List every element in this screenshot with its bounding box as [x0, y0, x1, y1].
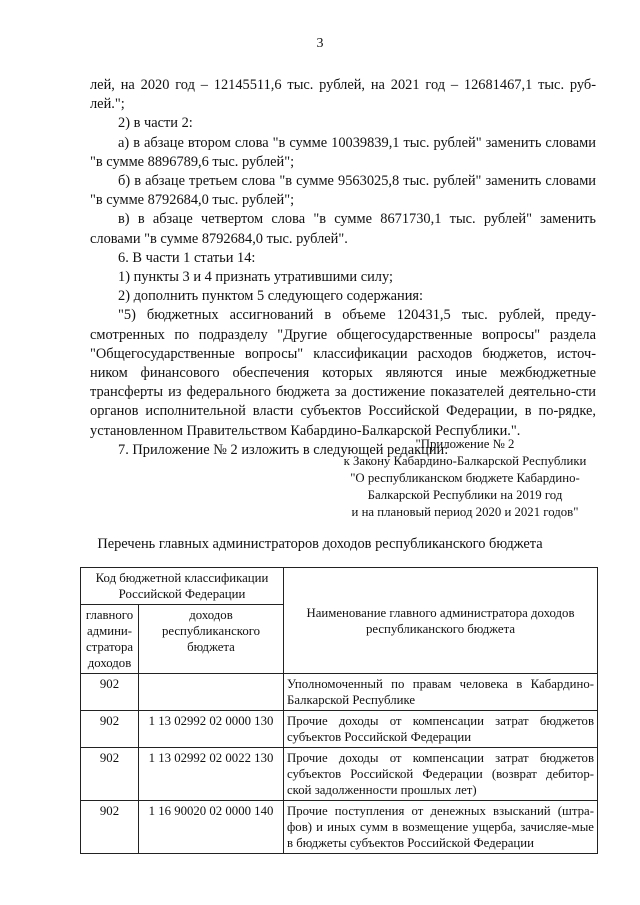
- appendix-line: Балкарской Республики на 2019 год: [367, 488, 563, 502]
- cell-income-code: 1 13 02992 02 0022 130: [139, 748, 284, 801]
- header-budget-income: доходов республиканского бюджета: [139, 605, 284, 674]
- cell-admin-code: 902: [81, 674, 139, 711]
- cell-income-code: [139, 674, 284, 711]
- page-number: 3: [316, 36, 324, 51]
- appendix-line: и на плановый период 2020 и 2021 годов": [351, 505, 579, 519]
- cell-income-code: 1 13 02992 02 0000 130: [139, 711, 284, 748]
- paragraph: лей, на 2020 год – 12145511,6 тыс. рублей, на 2021 год – 12681467,1 тыс. руб-лей.";: [90, 77, 596, 113]
- document-body: [90, 76, 596, 460]
- paragraph: 2) в части 2:: [118, 115, 193, 132]
- cell-admin-code: 902: [81, 711, 139, 748]
- paragraph: "5) бюджетных ассигнований в объеме 120431,5 тыс. рублей, преду-смотренных по подразделу "Другие общегосударственные вопросы" раздела "Общегосударственные вопросы" классификации расходов бюджетов, источ-ником финансового обеспечения которых являются иные межбюджетные трансферты из федерального бюджета за достижение показателей деятельно-сти органов исполнительной власти субъектов Российской Федерации, в по-рядке, установленном Правительством Кабардино-Балкарской Республики.".: [90, 307, 596, 439]
- cell-name: Прочие поступления от денежных взысканий (штра-фов) и иных сумм в возмещение ущерба, зачисляе-мые в бюджеты субъектов Российской Федерации: [284, 801, 598, 854]
- header-admin-name: Наименование главного администратора доходов республиканского бюджета: [284, 568, 598, 674]
- cell-name: Прочие доходы от компенсации затрат бюджетов субъектов Российской Федерации (возврат дебитор-ской задолженности прошлых лет): [284, 748, 598, 801]
- table-row: [81, 711, 598, 748]
- table-header-row: [81, 568, 598, 605]
- appendix-header: [330, 436, 600, 521]
- header-classification-code: Код бюджетной классификации Российской Федерации: [81, 568, 284, 605]
- paragraph: 7. Приложение № 2 изложить в следующей редакции:: [118, 441, 449, 458]
- paragraph: в) в абзаце четвертом слова "в сумме 8671730,1 тыс. рублей" заменить словами "в сумме 8792684,0 тыс. рублей".: [90, 211, 596, 247]
- appendix-line: "Приложение № 2: [415, 437, 515, 451]
- paragraph: 2) дополнить пунктом 5 следующего содержания:: [118, 288, 424, 305]
- cell-admin-code: 902: [81, 801, 139, 854]
- cell-admin-code: 902: [81, 748, 139, 801]
- cell-name: Уполномоченный по правам человека в Кабардино-Балкарской Республике: [284, 674, 598, 711]
- appendix-line: "О республиканском бюджете Кабардино-: [350, 471, 580, 485]
- paragraph: 6. В части 1 статьи 14:: [118, 249, 256, 266]
- paragraph: а) в абзаце втором слова "в сумме 10039839,1 тыс. рублей" заменить словами "в сумме 8896789,6 тыс. рублей";: [90, 134, 596, 170]
- table-row: [81, 801, 598, 854]
- paragraph: 1) пункты 3 и 4 признать утратившими силу;: [118, 269, 393, 286]
- table-title: Перечень главных администраторов доходов республиканского бюджета: [97, 536, 543, 552]
- appendix-line: к Закону Кабардино-Балкарской Республики: [343, 454, 587, 468]
- cell-income-code: 1 16 90020 02 0000 140: [139, 801, 284, 854]
- cell-name: Прочие доходы от компенсации затрат бюджетов субъектов Российской Федерации: [284, 711, 598, 748]
- paragraph: б) в абзаце третьем слова "в сумме 9563025,8 тыс. рублей" заменить словами "в сумме 8792684,0 тыс. рублей";: [90, 173, 596, 209]
- administrators-table: [80, 567, 598, 854]
- table-row: [81, 748, 598, 801]
- table-row: [81, 674, 598, 711]
- header-chief-admin: главного админи-стратора доходов: [81, 605, 139, 674]
